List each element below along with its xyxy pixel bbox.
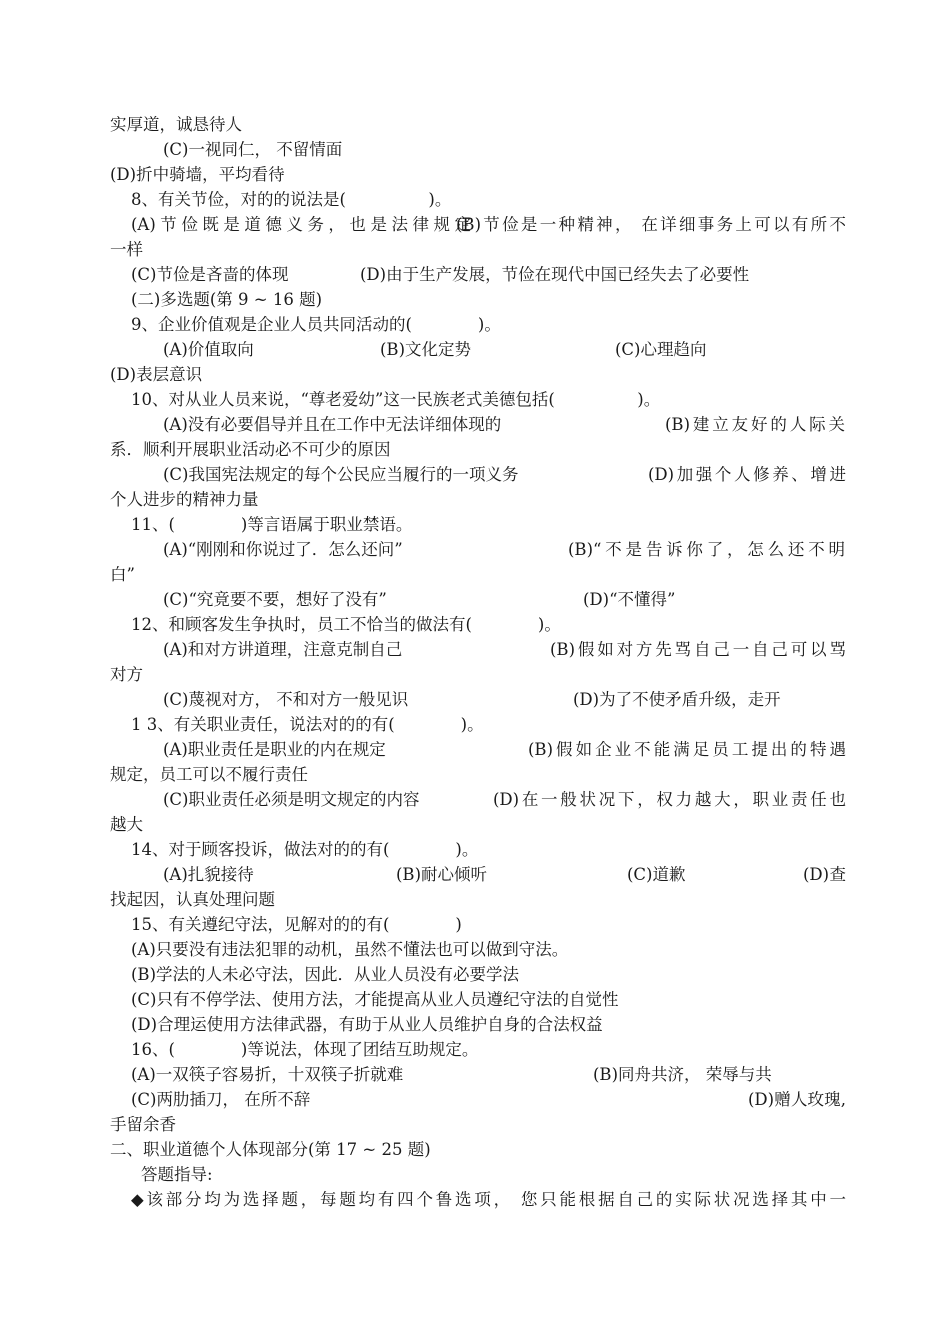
text-line: (B)耐心倾听	[396, 865, 487, 884]
text-line: (D)由于生产发展，节俭在现代中国已经失去了必要性	[360, 265, 750, 284]
text-line: 14、对于顾客投诉，做法对的的有( )。	[131, 840, 479, 859]
text-line: (D)为了不使矛盾升级，走开	[573, 690, 781, 709]
text-line: (B)学法的人未必守法，因此．从业人员没有必要学法	[131, 965, 519, 984]
text-line: 找起因，认真处理问题	[110, 890, 275, 909]
text-line: 16、( )等说法，体现了团结互助规定。	[131, 1040, 479, 1059]
text-line: (B)同舟共济， 荣辱与共	[593, 1065, 772, 1084]
text-line: (B)假如企业不能满足员工提出的特遇	[528, 740, 846, 759]
text-line: 对方	[110, 665, 143, 684]
text-line: 8、有关节俭，对的的说法是( )。	[131, 190, 452, 209]
text-line: (A)职业责任是职业的内在规定	[163, 740, 386, 759]
text-line: (B)建立友好的人际关	[665, 415, 845, 434]
text-line: (C)节俭是吝啬的体现	[131, 265, 289, 284]
text-line: (C)一视同仁， 不留情面	[163, 140, 343, 159]
text-line: 10、对从业人员来说，“尊老爱幼”这一民族老式美德包括( )。	[131, 390, 661, 409]
text-line: 系．顺利开展职业活动必不可少的原因	[110, 440, 391, 459]
text-line: 规定，员工可以不履行责任	[110, 765, 308, 784]
text-line: 11、( )等言语属于职业禁语。	[131, 515, 413, 534]
text-line: 手留余香	[110, 1115, 176, 1134]
text-line: 越大	[110, 815, 143, 834]
text-line: (B)假如对方先骂自己一自己可以骂	[550, 640, 846, 659]
text-line: 二、职业道德个人体现部分(第 17 ~ 25 题)	[110, 1140, 431, 1159]
text-line: 一样	[110, 240, 143, 259]
text-line: (D)合理运使用方法律武器，有助于从业人员维护自身的合法权益	[131, 1015, 603, 1034]
text-line: (D)赠人玫瑰,	[748, 1090, 846, 1109]
text-line: 9、企业价值观是企业人员共同活动的( )。	[131, 315, 501, 334]
text-line: (二)多选题(第 9 ~ 16 题)	[131, 290, 323, 309]
text-line: (C)心理趋向	[615, 340, 707, 359]
text-line: (A)“刚刚和你说过了．怎么还问”	[163, 540, 403, 559]
text-line: (A)节俭既是道德义务，也是法律规定	[131, 215, 471, 234]
text-line: (D)折中骑墙，平均看待	[110, 165, 285, 184]
text-line: 1 3、有关职业责任，说法对的的有( )。	[131, 715, 484, 734]
text-line: ◆该部分均为选择题，每题均有四个鲁选项， 您只能根据自己的实际状况选择其中一	[131, 1190, 846, 1209]
text-line: 实厚道，诚恳待人	[110, 115, 242, 134]
text-line: (A)只要没有违法犯罪的动机，虽然不懂法也可以做到守法。	[131, 940, 569, 959]
text-line: (D)加强个人修养、增进	[648, 465, 846, 484]
text-line: (A)价值取向	[163, 340, 254, 359]
text-line: (A)没有必要倡导并且在工作中无法详细体现的	[163, 415, 502, 434]
text-line: 15、有关遵纪守法，见解对的的有( )	[131, 915, 462, 934]
text-line: (B)文化定势	[380, 340, 471, 359]
text-line: 个人进步的精神力量	[110, 490, 259, 509]
text-line: (D)查	[803, 865, 846, 884]
text-line: (B)“不是告诉你了，怎么还不明	[568, 540, 845, 559]
text-line: (C)“究竟要不要，想好了没有”	[163, 590, 387, 609]
text-line: 答题指导:	[141, 1165, 213, 1184]
text-line: (C)道歉	[627, 865, 686, 884]
text-line: 白”	[110, 565, 135, 584]
text-line: (A)一双筷子容易折，十双筷子折就难	[131, 1065, 404, 1084]
text-line: (C)职业责任必须是明文规定的内容	[163, 790, 420, 809]
text-line: (C)蔑视对方， 不和对方一般见识	[163, 690, 409, 709]
text-line: (C)只有不停学法、使用方法，才能提高从业人员遵纪守法的自觉性	[131, 990, 619, 1009]
text-line: (A)扎貌接待	[163, 865, 254, 884]
text-line: (B)节俭是一种精神， 在详细事务上可以有所不	[456, 215, 846, 234]
text-line: 12、和顾客发生争执时，员工不恰当的做法有( )。	[131, 615, 561, 634]
text-line: (D)表层意识	[110, 365, 203, 384]
text-line: (D)在一般状况下，权力越大，职业责任也	[493, 790, 846, 809]
text-line: (A)和对方讲道理，注意克制自己	[163, 640, 403, 659]
text-line: (D)“不懂得”	[583, 590, 676, 609]
text-line: (C)两肋插刀， 在所不辞	[131, 1090, 311, 1109]
text-line: (C)我国宪法规定的每个公民应当履行的一项义务	[163, 465, 519, 484]
